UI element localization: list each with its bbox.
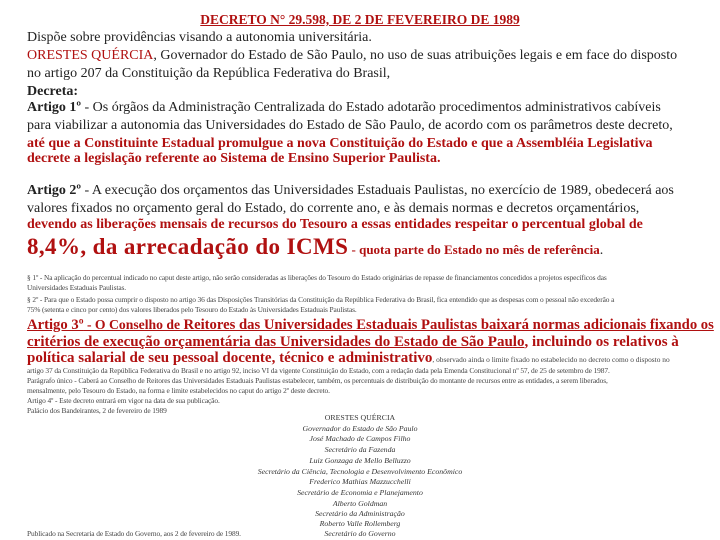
signature-line: Roberto Valle Rollemberg bbox=[319, 519, 401, 528]
icms-percentage: 8,4%, da arrecadação do ICMS bbox=[27, 234, 349, 259]
art1-text-1: - Os órgãos da Administração Centralizada do Estado adotarão procedimentos administrativos cabíveis bbox=[81, 100, 661, 115]
art2-line-3: devendo as liberações mensais de recursos do Tesouro a essas entidades respeitar o percentual global de bbox=[27, 217, 643, 232]
signature-line: ORESTES QUÉRCIA bbox=[324, 413, 396, 422]
art3-continuation-1: artigo 37 da Constituição da República Federativa do Brasil e no artigo 92, inciso VI da vigente Constituição do Estado, com a redação dada pela Emenda Constitucional nº 57, de 25 de setembro de 1987. bbox=[27, 366, 610, 375]
publication-note: Publicado na Secretaria de Estado do Governo, aos 2 de fevereiro de 1989. bbox=[27, 529, 241, 538]
icms-quota-text: - quota parte do Estado no mês de referência bbox=[348, 242, 600, 257]
paragraph-1-line-2: Universidades Estaduais Paulistas. bbox=[27, 283, 127, 292]
art2-text-1: - A execução dos orçamentos das Universidades Estaduais Paulistas, no exercício de 1989, obedecerá aos bbox=[81, 183, 674, 198]
art3-label: Artigo 3º bbox=[27, 317, 84, 333]
preamble-line-2: no artigo 207 da Constituição da República Federativa do Brasil, bbox=[27, 66, 391, 81]
signature-line: Secretário da Administração bbox=[315, 509, 405, 519]
art4-text: Artigo 4º - Este decreto entrará em vigor na data de sua publicação. bbox=[27, 396, 220, 405]
signature-line: Secretário da Fazenda bbox=[324, 445, 396, 455]
art3-sole-paragraph-1: Parágrafo único - Caberá ao Conselho de Reitores das Universidades Estaduais Paulistas estabelecer, também, os percentuais de distribuição do montante de recursos entre as entidades, a serem liberados, bbox=[27, 376, 608, 385]
signature-line: Luiz Gonzaga de Mello Belluzzo bbox=[309, 455, 411, 465]
art1-line-4: decrete a legislação referente ao Sistema de Ensino Superior Paulista. bbox=[27, 151, 441, 166]
art3-text-3-small: , observado ainda o limite fixado no estabelecido no decreto como o disposto no bbox=[432, 355, 670, 364]
signature-line: Secretário de Economia e Planejamento bbox=[297, 487, 423, 497]
paragraph-2-line-2: 75% (setenta e cinco por cento) dos valores liberados pelo Tesouro do Estado às Universidades Estaduais Paulistas. bbox=[27, 305, 357, 314]
place-date: Palácio dos Bandeirantes, 2 de fevereiro de 1989 bbox=[27, 406, 167, 415]
preamble-line-1 bbox=[27, 47, 677, 65]
art3-text-3: política salarial de seu pessoal docente, técnico e administrativo bbox=[27, 350, 433, 366]
signature-line: Alberto Goldman bbox=[332, 498, 388, 508]
preamble-text: , Governador do Estado de São Paulo, no uso de suas atribuições legais e em face do disposto bbox=[153, 48, 678, 63]
art2-label: Artigo 2º bbox=[27, 183, 81, 198]
art3-text-2-rest: , incluindo os relativos à bbox=[524, 334, 679, 350]
decreta-label: Decreta: bbox=[27, 84, 79, 99]
art1-line-3: até que a Constituinte Estadual promulgue a nova Constituição do Estado e que a Assembléia Legislativa bbox=[27, 136, 653, 151]
art3-text-1: Reitores das Universidades Estaduais Paulistas baixará normas adicionais fixando os bbox=[183, 317, 714, 333]
art3-sole-paragraph-2: mensalmente, pelo Tesouro do Estado, na forma e limite estabelecidos no caput do artigo 2º deste decreto. bbox=[27, 386, 330, 395]
art2-period: . bbox=[599, 243, 604, 258]
decree-title: DECRETO N° 29.598, DE 2 DE FEVEREIRO DE 1989 bbox=[200, 12, 520, 27]
art3-text-2: critérios de execução orçamentária das Universidades do Estado de São Paulo bbox=[27, 334, 525, 350]
art2-line-2: valores fixados no orçamento geral do Estado, do corrente ano, e às demais normas e decretos orçamentários, bbox=[27, 201, 640, 216]
art1-line-2: para viabilizar a autonomia das Universidades do Estado de São Paulo, de acordo com os parâmetros deste decreto, bbox=[27, 118, 673, 133]
art2-line-1 bbox=[27, 182, 674, 200]
art1-label: Artigo 1º bbox=[27, 100, 81, 115]
signature-line: Secretário da Ciência, Tecnologia e Desenvolvimento Econômico bbox=[257, 466, 463, 476]
art2-line-4 bbox=[27, 232, 603, 266]
signature-line: Secretário do Governo bbox=[324, 529, 396, 538]
paragraph-2-line-1: § 2º - Para que o Estado possa cumprir o disposto no artigo 36 das Disposições Transitórias da Constituição da República Federativa do Brasil, fica entendido que as despesas com o pessoal não excederão a bbox=[27, 295, 615, 304]
signature-line: Governador do Estado de São Paulo bbox=[302, 423, 418, 433]
art3-intro: - O Conselho de bbox=[83, 318, 184, 333]
art1-line-1 bbox=[27, 99, 661, 117]
paragraph-1-line-1: § 1º - Na aplicação do percentual indicado no caput deste artigo, não serão consideradas as liberações do Tesouro do Estado originárias de repasse de financiamentos concedidos a projetos específicos das bbox=[27, 273, 607, 282]
signature-line: José Machado de Campos Filho bbox=[309, 434, 411, 444]
ementa: Dispõe sobre providências visando a autonomia universitária. bbox=[27, 30, 372, 45]
signature-line: Frederico Mathias Mazzucchelli bbox=[309, 477, 411, 487]
governor-name: ORESTES QUÉRCIA bbox=[27, 48, 154, 63]
